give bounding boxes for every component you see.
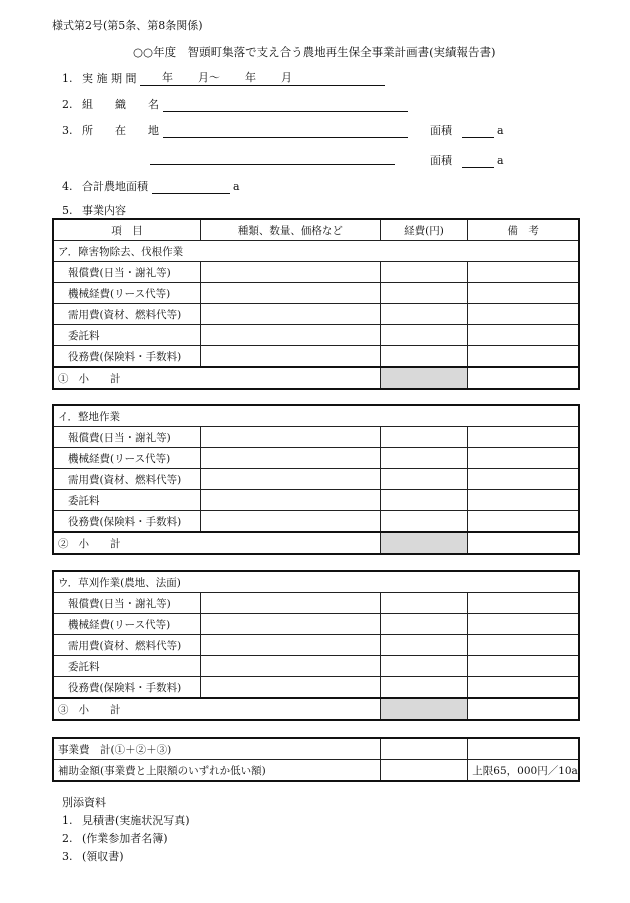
table-row <box>53 511 579 533</box>
total-note-cell[interactable] <box>468 738 579 760</box>
subsidy-note: 上限65，000円／10a <box>468 760 579 782</box>
kind-cell[interactable] <box>201 677 381 699</box>
content-heading <box>62 202 126 218</box>
cost-cell[interactable] <box>380 262 468 283</box>
subtotal-note-cell[interactable] <box>468 698 579 720</box>
total-cost-cell[interactable] <box>380 738 468 760</box>
subtotal-note-cell[interactable] <box>468 532 579 554</box>
area-unit-2: a <box>497 154 504 167</box>
cost-cell[interactable] <box>380 325 468 346</box>
row-label: 報償費(日当・謝礼等) <box>53 262 201 283</box>
address-input-1[interactable] <box>163 125 408 138</box>
row-label: 役務費(保険料・手数料) <box>53 677 201 699</box>
row-label: 需用費(資材、燃料代等) <box>53 304 201 325</box>
table-row <box>53 614 579 635</box>
attachment-item: 2. (作業参加者名簿) <box>62 832 168 845</box>
cost-cell[interactable] <box>380 346 468 368</box>
subtotal-cost-cell[interactable] <box>380 532 468 554</box>
total-area-input[interactable] <box>152 181 230 194</box>
subtotal-row <box>53 532 579 554</box>
row-label: 役務費(保険料・手数料) <box>53 346 201 368</box>
address-label: 所 在 地 <box>82 124 159 137</box>
area-input-2[interactable] <box>462 155 494 168</box>
content-label: 事業内容 <box>82 204 126 217</box>
section-title-row <box>53 405 579 427</box>
subsidy-label: 補助金額(事業費と上限額のいずれか低い額) <box>53 760 380 782</box>
summary-table <box>52 737 580 782</box>
kind-cell[interactable] <box>201 469 381 490</box>
subtotal-label: ② 小 計 <box>53 532 380 554</box>
note-cell[interactable] <box>468 677 579 699</box>
org-input[interactable] <box>163 99 408 112</box>
kind-cell[interactable] <box>201 427 381 448</box>
total-row <box>53 738 579 760</box>
row-label: 需用費(資材、燃料代等) <box>53 635 201 656</box>
table-row <box>53 346 579 368</box>
period-label: 実 施 期 間 <box>82 72 137 85</box>
area-label-2: 面積 <box>430 154 452 167</box>
section-title: イ．整地作業 <box>53 405 579 427</box>
page-title: ○○年度 智頭町集落で支え合う農地再生保全事業計画書(実績報告書) <box>133 45 496 59</box>
cost-cell[interactable] <box>380 448 468 469</box>
address-input-2[interactable] <box>150 152 395 165</box>
org-num: 2. <box>62 98 73 111</box>
cost-cell[interactable] <box>380 614 468 635</box>
note-cell[interactable] <box>468 346 579 368</box>
row-label: 機械経費(リース代等) <box>53 283 201 304</box>
attachment-item: 3. (領収書) <box>62 850 124 863</box>
table-row <box>53 448 579 469</box>
address-num: 3. <box>62 124 73 137</box>
header-kind: 種類、数量、価格など <box>201 219 381 241</box>
total-area-unit: a <box>233 180 240 193</box>
kind-cell[interactable] <box>201 304 381 325</box>
subtotal-note-cell[interactable] <box>468 367 579 389</box>
subtotal-label: ③ 小 計 <box>53 698 380 720</box>
row-label: 委託料 <box>53 325 201 346</box>
kind-cell[interactable] <box>201 593 381 614</box>
attachment-item: 1. 見積書(実施状況写真) <box>62 814 190 827</box>
row-label: 委託料 <box>53 490 201 511</box>
org-label: 組 織 名 <box>82 98 159 111</box>
kind-cell[interactable] <box>201 448 381 469</box>
kind-cell[interactable] <box>201 490 381 511</box>
note-cell[interactable] <box>468 262 579 283</box>
section-title-row <box>53 241 579 262</box>
cost-cell[interactable] <box>380 656 468 677</box>
note-cell[interactable] <box>468 635 579 656</box>
table-header-row <box>53 219 579 241</box>
cost-cell[interactable] <box>380 593 468 614</box>
row-label: 委託料 <box>53 656 201 677</box>
cost-cell[interactable] <box>380 304 468 325</box>
org-field <box>62 96 408 112</box>
table-row <box>53 677 579 699</box>
note-cell[interactable] <box>468 448 579 469</box>
total-label: 事業費 計(①＋②＋③) <box>53 738 380 760</box>
note-cell[interactable] <box>468 593 579 614</box>
row-label: 報償費(日当・謝礼等) <box>53 593 201 614</box>
cost-cell[interactable] <box>380 469 468 490</box>
row-label: 報償費(日当・謝礼等) <box>53 427 201 448</box>
row-label: 役務費(保険料・手数料) <box>53 511 201 533</box>
subtotal-row <box>53 367 579 389</box>
subtotal-cost-cell[interactable] <box>380 367 468 389</box>
cost-cell[interactable] <box>380 427 468 448</box>
note-cell[interactable] <box>468 656 579 677</box>
cost-cell[interactable] <box>380 677 468 699</box>
table-row <box>53 325 579 346</box>
table-row <box>53 283 579 304</box>
table-row <box>53 427 579 448</box>
section-c-table <box>52 570 580 721</box>
note-cell[interactable] <box>468 325 579 346</box>
area-field-2 <box>430 152 504 168</box>
period-input[interactable]: 年 月～ 年 月 <box>140 73 385 86</box>
subsidy-row <box>53 760 579 782</box>
note-cell[interactable] <box>468 511 579 533</box>
subtotal-row <box>53 698 579 720</box>
header-note: 備 考 <box>468 219 579 241</box>
table-row <box>53 635 579 656</box>
total-area-field <box>62 178 240 194</box>
kind-cell[interactable] <box>201 511 381 533</box>
kind-cell[interactable] <box>201 283 381 304</box>
table-row <box>53 593 579 614</box>
area-input-1[interactable] <box>462 125 494 138</box>
table-row <box>53 656 579 677</box>
note-cell[interactable] <box>468 469 579 490</box>
area-field-1 <box>430 122 504 138</box>
note-cell[interactable] <box>468 614 579 635</box>
address-line-2 <box>150 152 395 165</box>
subsidy-cost-cell[interactable] <box>380 760 468 782</box>
header-cost: 経費(円) <box>380 219 468 241</box>
total-area-label: 合計農地面積 <box>82 180 148 193</box>
content-num: 5. <box>62 204 73 217</box>
kind-cell[interactable] <box>201 635 381 656</box>
note-cell[interactable] <box>468 490 579 511</box>
cost-cell[interactable] <box>380 283 468 304</box>
cost-cell[interactable] <box>380 511 468 533</box>
section-a-table <box>52 218 580 390</box>
table-row <box>53 469 579 490</box>
subtotal-cost-cell[interactable] <box>380 698 468 720</box>
section-title: ウ．草刈作業(農地、法面) <box>53 571 579 593</box>
total-area-num: 4. <box>62 180 73 193</box>
kind-cell[interactable] <box>201 656 381 677</box>
subtotal-label: ① 小 計 <box>53 367 380 389</box>
area-label-1: 面積 <box>430 124 452 137</box>
kind-cell[interactable] <box>201 614 381 635</box>
row-label: 機械経費(リース代等) <box>53 614 201 635</box>
row-label: 機械経費(リース代等) <box>53 448 201 469</box>
area-unit-1: a <box>497 124 504 137</box>
table-row <box>53 304 579 325</box>
table-row <box>53 490 579 511</box>
section-title-row <box>53 571 579 593</box>
address-field <box>62 122 408 138</box>
kind-cell[interactable] <box>201 346 381 368</box>
kind-cell[interactable] <box>201 325 381 346</box>
form-number: 様式第2号(第5条、第8条関係) <box>52 19 203 32</box>
section-b-table <box>52 404 580 555</box>
header-item: 項 目 <box>53 219 201 241</box>
note-cell[interactable] <box>468 283 579 304</box>
note-cell[interactable] <box>468 304 579 325</box>
attachments-heading: 別添資料 <box>62 796 106 809</box>
section-title: ア．障害物除去、伐根作業 <box>53 241 579 262</box>
period-field <box>62 70 385 86</box>
period-num: 1. <box>62 72 73 85</box>
row-label: 需用費(資材、燃料代等) <box>53 469 201 490</box>
kind-cell[interactable] <box>201 262 381 283</box>
cost-cell[interactable] <box>380 490 468 511</box>
table-row <box>53 262 579 283</box>
note-cell[interactable] <box>468 427 579 448</box>
cost-cell[interactable] <box>380 635 468 656</box>
